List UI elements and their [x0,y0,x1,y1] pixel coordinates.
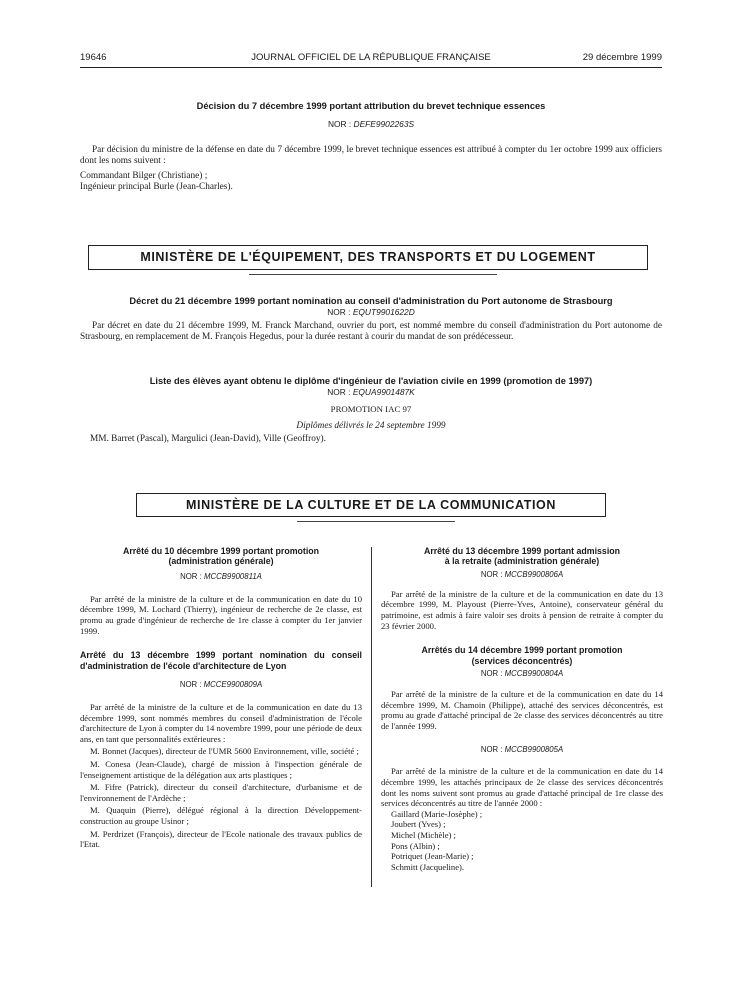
decret-strasbourg-body: Par décret en date du 21 décembre 1999, M. Franck Marchand, ouvrier du port, est nommé membre du conseil d'administration du Port autonome de Strasbourg, en remplacement de M. François Hegedus, pour la durée restant à courir du mandat de son prédécesseur. [80,321,662,343]
arretes4-nor1: NOR : MCCB9900804A [480,669,564,678]
arrete1-title-line2: (administration générale) [168,556,274,567]
page-header [80,52,662,66]
nor-code: MCCB9900811A [203,571,262,581]
nor-code: MCCB9900805A [504,745,564,755]
liste-aviation-nor: NOR : EQUA9901487K [327,387,415,397]
arrete1-body: Par arrêté de la ministre de la culture et de la communication en date du 10 décembre 1999, M. Lochard (Thierry), ingénieur de recherche de 2e classe, est promu au grade d'ingénieur de recherche de 1re classe à compter du 1er janvier 1999. [80,593,362,636]
arrete3-body: Par arrêté de la ministre de la culture et de la communication en date du 13 décembre 1999, M. Playoust (Pierre-Yves, Antoine), conservateur général du patrimoine, est admis à faire valoir ses droits à pension de retraite à compter du 23 février 2000. [381,588,663,631]
defense-decision-title: Décision du 7 décembre 1999 portant attribution du brevet technique essences [196,101,546,111]
defense-nor: NOR : DEFE9902263S [327,119,415,129]
liste-aviation [80,376,662,445]
aviation-names: MM. Barret (Pascal), Margulici (Jean-David), Ville (Geoffroy). [90,434,326,444]
nor-code: EQUA9901487K [352,387,415,397]
arrete2-body: Par arrêté de la ministre de la culture et de la communication en date du 13 décembre 1999, sont nommés membres du conseil d'administration de l'école d'architecture de Lyon à compter du 14 novembre 1999, pour une période de deux ans, en tant que personnalités extérieures : [80,702,362,744]
nor-code: MCCB9900804A [504,669,564,678]
arrete3-title-line2: à la retraite (administration générale) [444,556,600,567]
decret-strasbourg-title: Décret du 21 décembre 1999 portant nomination au conseil d'administration du Port autonome de Strasbourg [129,296,613,306]
arrete1-title-line1: Arrêté du 10 décembre 1999 portant promotion [122,546,320,556]
left-column [80,546,362,850]
member-5: M. Perdrizet (François), directeur de l'Ecole nationale des travaux publics de l'Etat. [80,828,362,850]
promoted-name-3: Michel (Michèle) ; [391,829,456,840]
diplomas-date: Diplômes délivrés le 24 septembre 1999 [296,421,446,431]
header-rule [80,67,662,68]
ministry-culture-heading: MINISTÈRE DE LA CULTURE ET DE LA COMMUNICATION [136,493,606,517]
arrete1-nor: NOR : MCCB9900811A [180,571,262,581]
issue-date: 29 décembre 1999 [582,52,662,63]
arretes4-nor2: NOR : MCCB9900805A [480,745,564,755]
journal-title: JOURNAL OFFICIEL DE LA RÉPUBLIQUE FRANÇAISE [251,52,491,63]
arrete2-title: Arrêté du 13 décembre 1999 portant nomination du conseil d'administration de l'école d'architecture de Lyon [80,650,362,671]
member-2: M. Conesa (Jean-Claude), chargé de mission à l'inspection générale de l'enseignement artistique de la délégation aux arts plastiques ; [80,758,362,780]
arretes4-body2: Par arrêté de la ministre de la culture et de la communication en date du 14 décembre 1999, les attachés principaux de 2e classe des services déconcentrés dont les noms suivent sont promus au grade d'attaché principal de 1re classe des services déconcentrés au titre de l'année 2000 : [381,766,663,809]
decret-strasbourg-nor: NOR : EQUT9901622D [327,307,415,317]
arretes4-body1: Par arrêté de la ministre de la culture et de la communication en date du 14 décembre 1999, M. Chamoin (Philippe), attaché des services déconcentrés, est promu au grade d'attaché principal de 2e classe des services déconcentrés au titre de l'année 1999. [381,689,663,731]
nor-code: DEFE9902263S [353,119,415,129]
arrete3-nor: NOR : MCCB9900806A [480,569,564,579]
right-column [381,546,663,872]
member-1: M. Bonnet (Jacques), directeur de l'UMR 5600 Environnement, ville, société ; [90,746,359,757]
nor-code: MCCB9900806A [504,569,564,579]
member-4: M. Quaquin (Pierre), délégué régional à la direction Développement-construction au groupe Usinor ; [80,805,362,826]
defense-decision [80,101,662,194]
nor-code: MCCE9900809A [203,680,263,689]
defense-name-1: Commandant Bilger (Christiane) ; [80,170,208,181]
promoted-name-1: Gaillard (Marie-Josèphe) ; [391,808,483,819]
arrete3-title-line1: Arrêté du 13 décembre 1999 portant admission [423,546,621,556]
defense-decision-body: Par décision du ministre de la défense en date du 7 décembre 1999, le brevet technique essences est attribué à compter du 1er octobre 1999 aux officiers dont les noms suivent : [80,145,662,167]
nor-code: EQUT9901622D [352,307,415,317]
liste-aviation-title: Liste des élèves ayant obtenu le diplôme d'ingénieur de l'aviation civile en 1999 (promotion de 1997) [149,376,593,386]
ministry-equipement-heading: MINISTÈRE DE L'ÉQUIPEMENT, DES TRANSPORTS ET DU LOGEMENT [88,245,648,270]
arretes4-title-line2: (services déconcentrés) [471,655,573,666]
promoted-name-5: Potriquet (Jean-Marie) ; [391,851,474,862]
arrete2-nor: NOR : MCCE9900809A [179,680,263,689]
promoted-name-4: Pons (Albin) ; [391,840,440,851]
column-divider [371,547,372,887]
defense-name-2: Ingénieur principal Burle (Jean-Charles). [80,182,233,193]
promoted-name-2: Joubert (Yves) ; [391,819,446,830]
page-number: 19646 [80,52,107,63]
promotion-label: PROMOTION IAC 97 [330,404,412,414]
member-3: M. Fifre (Patrick), directeur du conseil d'architecture, d'urbanisme et de l'environnement de l'Ardèche ; [80,782,362,803]
arretes4-title-line1: Arrêtés du 14 décembre 1999 portant promotion [421,645,623,656]
promoted-name-6: Schmitt (Jacqueline). [391,861,465,872]
decret-strasbourg [80,296,662,344]
